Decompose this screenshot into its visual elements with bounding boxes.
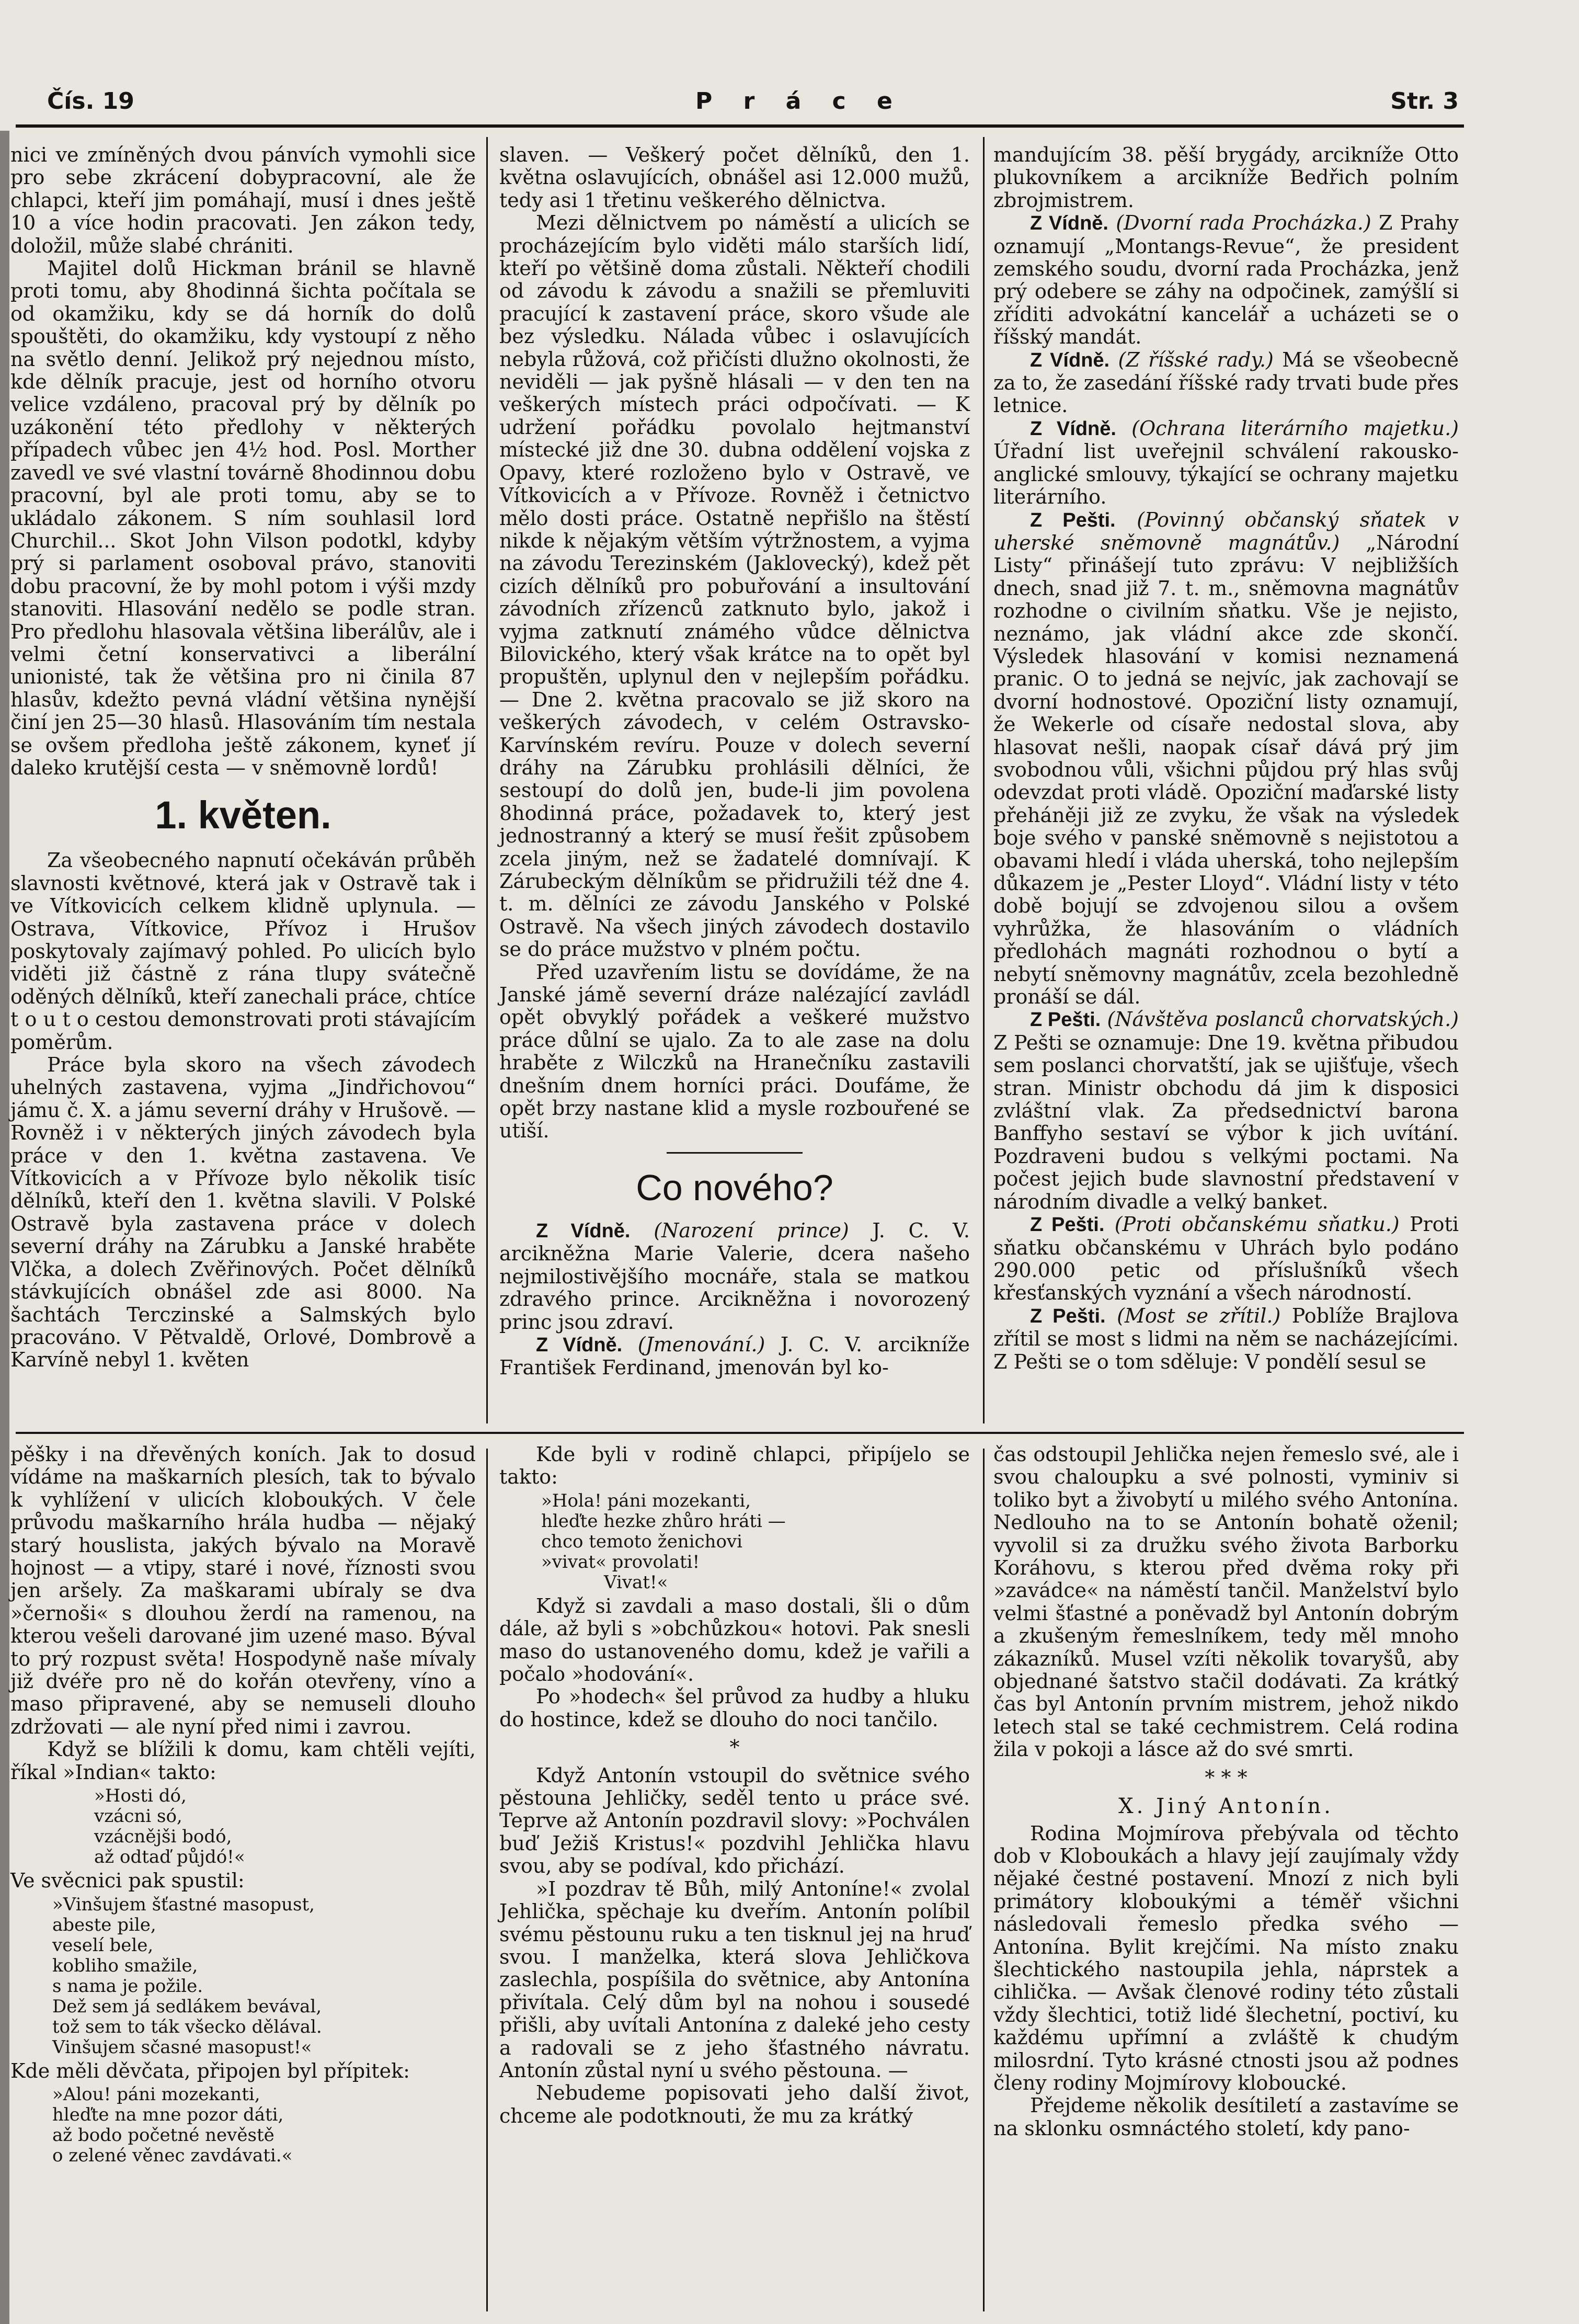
news-item: [993, 1008, 1459, 1213]
news-text: J. C. V. arcikněžna Marie Valerie, dcera našeho nejmilostivějšího mocnáře, stala se matkou zdravého prince. Arcikněžna i novorozený princ jsou zdraví.: [499, 1218, 970, 1334]
news-item: [993, 509, 1459, 1009]
news-text: Úřadní list uveřejnil schválení rakousko-anglické smlouvy, týkající se ochrany majetku literárního.: [993, 440, 1459, 509]
news-lead: Z Pešti.: [1030, 509, 1116, 531]
news-item: [993, 212, 1459, 348]
news-topic: (Ochrana literárního majetku.): [1131, 416, 1459, 440]
paragraph: Když se blížili k domu, kam chtěli vejíti, říkal »Indian« takto:: [10, 1738, 476, 1784]
news-item: [993, 1305, 1459, 1373]
news-lead: Z Vídně.: [536, 1220, 631, 1242]
news-lead: Z Pešti.: [1030, 1214, 1105, 1236]
column-separator: [983, 1449, 985, 2311]
paragraph: čas odstoupil Jehlička nejen řemeslo své, ale i svou chaloupku a své polnosti, vyminiv si toliko byt a živobytí u milého svého Antonína. Nedlouho na to se Antonín bohatě oženil; vyvolil si za družku svého života Barborku Koráhovu, s kterou před dvěma roky při »zavádce« na náměstí tančil. Manželství bylo velmi šťastné a poněvadž byl Antonín dobrým a zkušeným řemeslníkem, tedy měl mnoho zákazníků. Musel vzíti několik tovaryšů, aby objednané šatstvo stačil dodávati. Za krátký čas byl Antonín prvním mistrem, jehož nikdo letech stal se také cechmistrem. Celá rodina žila v pokoji a lásce až do své smrti.: [993, 1443, 1459, 1761]
feuilleton-column-1: [10, 1443, 476, 2168]
verse-line: »Hosti dó,: [94, 1785, 187, 1807]
feuilleton-column-3: [993, 1443, 1459, 2140]
news-item: [993, 144, 1459, 212]
news-topic: (Povinný občanský sňatek v uherské sněmovně magnátův.): [993, 508, 1459, 554]
verse: [541, 1491, 970, 1593]
newspaper-title: P r á c e: [695, 88, 904, 115]
verse-line: Vivat!«: [604, 1571, 668, 1593]
news-topic: (Návštěva poslanců chorvatských.): [1107, 1008, 1459, 1031]
news-text: Z Prahy oznamují „Montangs-Revue“, že president zemského soudu, dvorní rada Procházka, jenž prý odebere se záhy na odpočinek, zamýšlí si zříditi advokátní kancelář a ucházeti se o říšský mandát.: [993, 211, 1459, 349]
paragraph: Ve svěcnici pak spustil:: [10, 1869, 245, 1893]
verse-line: »Vinšujem šťastné masopust,: [52, 1894, 315, 1915]
separator-stars: * * *: [1205, 1765, 1248, 1789]
news-lead: Z Pešti.: [1030, 1009, 1101, 1031]
paragraph: Přejdeme několik desítiletí a zastavíme se na sklonku osmnáctého století, kdy pano-: [993, 2094, 1459, 2140]
paragraph: Majitel dolů Hickman bránil se hlavně proti tomu, aby 8hodinná šichta počítala se od okamžiku, kdy se dá horník do dolů spouštěti, do okamžiku, kdy vystoupí z něho na světlo denní. Jelikož prý nejednou místo, kde dělník pracuje, jest od horního otvoru velice vzdáleno, pracoval prý by dělník po uzákonění této předlohy v některých případech vůbec jen 4½ hod. Posl. Morther zavedl ve své vlastní továrně 8hodinnou dobu pracovní, byl ale proti tomu, aby se to ukládalo zákonem. S ním souhlasil lord Churchil... Skot John Vilson podotkl, kdyby prý si parlament osoboval právo, stanoviti dobu pracovní, že by mohl potom i výši mzdy stanoviti. Hlasování nedělo se podle stran. Pro předlohu hlasovala většina liberálův, ale i velmi četní konservativci a liberální unionisté, tak že většina pro ni činila 87 hlasův, kdežto pevná vládní většina nynější činí jen 25—30 hlasů. Hlasováním tím nestala se ovšem předloha ještě zákonem, kyneť jí daleko krutější cesta — v sněmovně lordů!: [10, 257, 476, 779]
feuilleton-column-2: [499, 1443, 970, 2127]
news-text: mandujícím 38. pěší brygády, arcikníže Otto plukovníkem a arcikníže Bedřich polním zbrojmistrem.: [993, 143, 1459, 212]
news-topic: (Dvorní rada Procházka.): [1116, 211, 1371, 235]
paragraph: Když si zavdali a maso dostali, šli o dům dále, až byli s »obchůzkou« hotovi. Pak snesli maso do ustanoveného domu, kdež je vařili a počalo »hodování«.: [499, 1594, 970, 1686]
verse-line: Dež sem já sedlákem bevával,: [52, 1996, 322, 2017]
verse-line: abeste pile,: [52, 1914, 156, 1935]
news-item: [993, 349, 1459, 417]
paragraph: Rodina Mojmírova přebývala od těchto dob v Kloboukách a hlavy její zaujímaly vždy nějaké čestné postavení. Mnozí z nich byli primátory kloboukými a téměř všichni následovali řemeslo předka svého — Antonína. Bylit krejčími. Na místo znaku šlechtického nastoupila jehla, náprstek a cihlička. — Avšak členové rodiny této zůstali vždy šlechtici, totiž lidé šlechetní, poctiví, ku každému upřímní a zvláště k chudým milosrdní. Tyto krásné ctnosti jsou až podnes členy rodiny Mojmírovy kloboucké.: [993, 1821, 1459, 2094]
column-3: [993, 144, 1459, 1373]
page-number: Str. 3: [1390, 88, 1459, 115]
news-text: Z Pešti se oznamuje: Dne 19. května přibudou sem poslanci chorvatští, jak se ujišťuje, všech stran. Ministr obchodu dá jim k disposici zvláštní vlak. Za předsednictví barona Banffyho sestaví se výbor k jich uvítání. Pozdraveni budou s velkými poctami. Na počest jejich bude slavnostní představení v národním divadle a velký banket.: [993, 1031, 1459, 1213]
verse-line: vzácni só,: [94, 1806, 182, 1827]
verse: [52, 2084, 476, 2166]
news-lead: Z Vídně.: [1030, 417, 1116, 440]
news-topic: (Z říšské rady.): [1118, 348, 1274, 371]
section-heading: Co nového?: [636, 1167, 833, 1208]
news-text: Poblíže Brajlova zřítil se most s lidmi na něm se nacházejícími. Z Pešti se o tom sděluje: V pondělí sesul se: [993, 1304, 1459, 1373]
verse-line: vzácnějši bodó,: [94, 1826, 232, 1848]
news-lead: Z Vídně.: [536, 1334, 623, 1356]
news-lead: Z Vídně.: [1030, 349, 1110, 371]
scan-edge: [0, 131, 9, 2324]
verse-line: »vivat« provolati!: [541, 1551, 700, 1573]
news-topic: (Proti občanskému sňatku.): [1114, 1213, 1400, 1236]
issue-number: Čís. 19: [47, 88, 134, 115]
verse-line: kobliho smažile,: [52, 1955, 198, 1976]
verse-line: hleďte hezke zhůro hráti —: [541, 1510, 786, 1532]
paragraph: Mezi dělnictvem po náměstí a ulicích se procházejícím bylo viděti málo starších lidí, kteří po většině doma zůstali. Někteří chodili od závodu k závodu a snažili se přemluviti pracující k zastavení práce, skoro všude ale bez výsledku. Nálada vůbec i oslavujících nebyla růžová, což přičísti dlužno okolnosti, že neviděli — jak pyšně hlásali — v den ten na veškerých místech práci odpočívati. — K udržení pořádku povolalo hejtmanství místecké již dne 30. dubna oddělení vojska z Opavy, které rozloženo bylo v Ostravě, ve Vítkovicích a v Přívoze. Rovněž i četnictvo mělo dosti práce. Ostatně nepřišlo na štěstí nikde k nějakým větším výtržnostem, a vyjma na závodu Terezinském (Jaklovecký), kdež pět cizích dělníků pro pobuřování a insultování závodních zřízenců zatknuto bylo, jakož i vyjma zatknutí známého vůdce dělnictva Bilovického, který však krátce na to opět byl propuštěn, uplynul den v nejlepším pořádku. — Dne 2. května pracovalo se již skoro na veškerých závodech, v celém Ostravsko-Karvínském revíru. Pouze v dolech severní dráhy na Zárubku prohlásili dělníci, že sestoupí do dolů jen, bude-li jim povolena 8hodinná práce, požadavek to, který jest jednostranný a který se musí řešit způsobem zcela jiným, než se žadatelé domnívají. K Zárubeckým dělníkům se přidružili též dne 4. t. m. dělníci ze závodu Janského v Polské Ostravě. Na všech jiných závodech dostavilo se do práce mužstvo v plném počtu.: [499, 211, 970, 961]
short-rule: [667, 1152, 803, 1154]
column-separator: [486, 137, 488, 1423]
news-topic: (Narození prince): [654, 1218, 849, 1242]
verse-line: chco temoto ženichovi: [541, 1531, 742, 1552]
news-text: Má se všeobecně za to, že zasedání říšské rady trvati bude přes letnice.: [993, 348, 1459, 417]
verse-line: až bodo početné nevěstě: [52, 2124, 274, 2146]
column-2: [499, 144, 970, 1380]
verse: [52, 1895, 476, 2058]
article-heading: 1. květen.: [155, 793, 331, 837]
column-separator: [486, 1449, 488, 2311]
paragraph: Kde byli v rodině chlapci, připíjelo se takto:: [499, 1443, 970, 1489]
news-topic: (Most se zřítil.): [1117, 1304, 1281, 1327]
news-item: [499, 1220, 970, 1334]
verse-line: s nama je požile.: [52, 1975, 203, 1997]
separator-star: *: [729, 1736, 740, 1759]
paragraph: Když Antonín vstoupil do světnice svého pěstouna Jehličky, seděl tento u práce své. Teprve až Antonín pozdravil slovy: »Pochválen buď Ježiš Kristus!« pozdvihl Jehlička hlavu svou, aby se podíval, kdo přichází.: [499, 1763, 970, 1878]
verse-line: »Hola! páni mozekanti,: [541, 1490, 751, 1511]
paragraph: slaven. — Veškerý počet dělníků, den 1. května oslavujících, obnášel asi 12.000 mužů, tedy asi 1 třetinu veškerého dělnictva.: [499, 143, 970, 212]
news-item: [993, 417, 1459, 509]
paragraph: pěšky i na dřevěných koních. Jak to dosud vídáme na maškarních plesích, tak to bývalo k vyhlížení v ulicích kloboukých. V čele průvodu maškarního hrála hudba — nějaký starý houslista, jakých bývalo na Moravě hojnost — a vtipy, staré i nové, říznosti svou jen aršely. Za maškarami ubíraly se dva »černoši« s dlouhou žerdí na ramenou, na kterou vešeli darované jim uzené maso. Býval to prý rozpust světa! Hospodyně naše mívaly již dvéře pro ně do kořán otevřeny, víno a maso připravené, aby se nemuseli dlouho zdržovati — ale nyní před nimi i zavrou.: [10, 1443, 476, 1738]
news-item: [993, 1213, 1459, 1305]
verse-line: tož sem to ták všecko dělával.: [52, 2016, 322, 2037]
verse-line: »Alou! páni mozekanti,: [52, 2083, 260, 2105]
verse-line: veselí bele,: [52, 1934, 154, 1956]
verse-line: Vinšujem sčasné masopust!«: [52, 2036, 312, 2058]
header-rule: [16, 124, 1464, 128]
paragraph: Před uzavřením listu se dovídáme, že na Janské jámě severní dráze nalézající zavládl opět obvyklý pořádek a veškeré mužstvo práce důlní se ujalo. Za to ale zase na dolu hraběte z Wilczků na Hranečníku zastavili dnešním dnem horníci práci. Doufáme, že opět brzy nastane klid a mysle rozbouřené se utiší.: [499, 960, 970, 1143]
news-topic: (Jmenování.): [637, 1332, 765, 1356]
chapter-heading: X. Jiný Antonín.: [1118, 1794, 1334, 1819]
paragraph: Kde měli děvčata, připojen byl přípitek:: [10, 2059, 410, 2082]
verse-line: o zelené věnec zavdávati.«: [52, 2145, 293, 2166]
paragraph: nici ve zmíněných dvou pánvích vymohli sice pro sebe zkrácení dobypracovní, ale že chlapci, kteří jim pomáhají, musí i dnes ještě 10 a více hodin pracovati. Jen zákon tedy, doložil, může slabé chrániti.: [10, 143, 476, 257]
verse-line: hleďte na mne pozor dáti,: [52, 2104, 284, 2125]
paragraph: Za všeobecného napnutí očekáván průběh slavnosti květnové, která jak v Ostravě tak i ve Vítkovicích celkem klidně uplynula. — Ostrava, Vítkovice, Přívoz i Hrušov poskytovaly zajímavý pohled. Po ulicích bylo viděti již částně z rána tlupy svátečně oděných dělníků, kteří zanechali práce, chtíce t o u t o cestou demonstrovati proti stávajícím poměrům.: [10, 849, 476, 1054]
verse: [94, 1786, 476, 1867]
news-text: J. C. V. arcikníže František Ferdinand, jmenován byl ko-: [499, 1332, 970, 1380]
news-lead: Z Pešti.: [1030, 1305, 1106, 1327]
section-divider: [16, 1432, 1464, 1434]
paragraph: Po »hodech« šel průvod za hudby a hluku do hostince, kdež se dlouho do noci tančilo.: [499, 1685, 970, 1731]
news-lead: Z Vídně.: [1030, 212, 1108, 235]
column-1: [10, 144, 476, 1372]
news-text: „Národní Listy“ přinášejí tuto zprávu: V nejbližších dnech, snad již 7. t. m., sněmovna magnátův rozhodne o civilním sňatku. Vše je nejisto, neznámo, jak vládní akce zde skončí. Výsledek hlasování v komisi neznamená pranic. O to jedná se nejvíc, jak zachovají se dvorní hodnostové. Opoziční listy oznamují, že Wekerle od císaře nedostal slova, aby hlasovat nešli, naopak císař dává prý jim svobodnou vůli, všichni půjdou prý hlas svůj odevzdat proti vládě. Opoziční maďarské listy přeháněji již ze zvyku, že však na výsledek boje svého v panské sněmovně s nejistotou a obavami hledí i vláda uherská, toho nejlepším důkazem je „Pester Lloyd“. Vládní listy v této době bojují se zdvojenou silou a ovšem vyhrůžka, že hlasováním o vládních předlohách magnáti rozhodnou o bytí a nebytí sněmovny magnátův, zcela bezohledně pronáší se dál.: [993, 531, 1459, 1009]
column-separator: [983, 137, 985, 1423]
news-text: Proti sňatku občanskému v Uhrách bylo podáno 290.000 petic od příslušníků všech křesťanských vyznání a všech národností.: [993, 1213, 1459, 1305]
paragraph: »I pozdrav tě Bůh, milý Antoníne!« zvolal Jehlička, spěchaje ku dveřím. Antonín políbil svému pěstounu ruku a ten tisknul jej na hruď svou. I manželka, která slova Jehličkova zaslechla, pospíšila do světnice, aby Antonína přivítala. Celý dům byl na nohou i sousedé přišli, aby uvítali Antonína z daleké jeho cesty a radovali se z jeho šťastného návratu. Antonín zůstal nyní u svého pěstouna. —: [499, 1877, 970, 2082]
paragraph: Nebudeme popisovati jeho další život, chceme ale podotknouti, že mu za krátký: [499, 2081, 970, 2127]
news-item: [499, 1334, 970, 1380]
paragraph: Práce byla skoro na všech závodech uhelných zastavena, vyjma „Jindřichovou“ jámu č. X. a jámu severní dráhy v Hrušově. — Rovněž i v některých jiných závodech byla práce v den 1. května zastavena. Ve Vítkovicích a v Přívoze bylo několik tisíc dělníků, kteří den 1. května slavili. V Polské Ostravě byla zastavena práce v dolech severní dráhy na Zárubku a Janské hraběte Vlčka, a dolech Zvěřinových. Počet dělníků stávkujících obnášel zde asi 8000. Na šachtách Terczinské a Salmských bylo pracováno. V Pětvaldě, Orlové, Dombrově a Karvíně nebyl 1. květen: [10, 1053, 476, 1372]
page-header: [47, 88, 1459, 124]
verse-line: až odtaď půjdó!«: [94, 1847, 245, 1868]
